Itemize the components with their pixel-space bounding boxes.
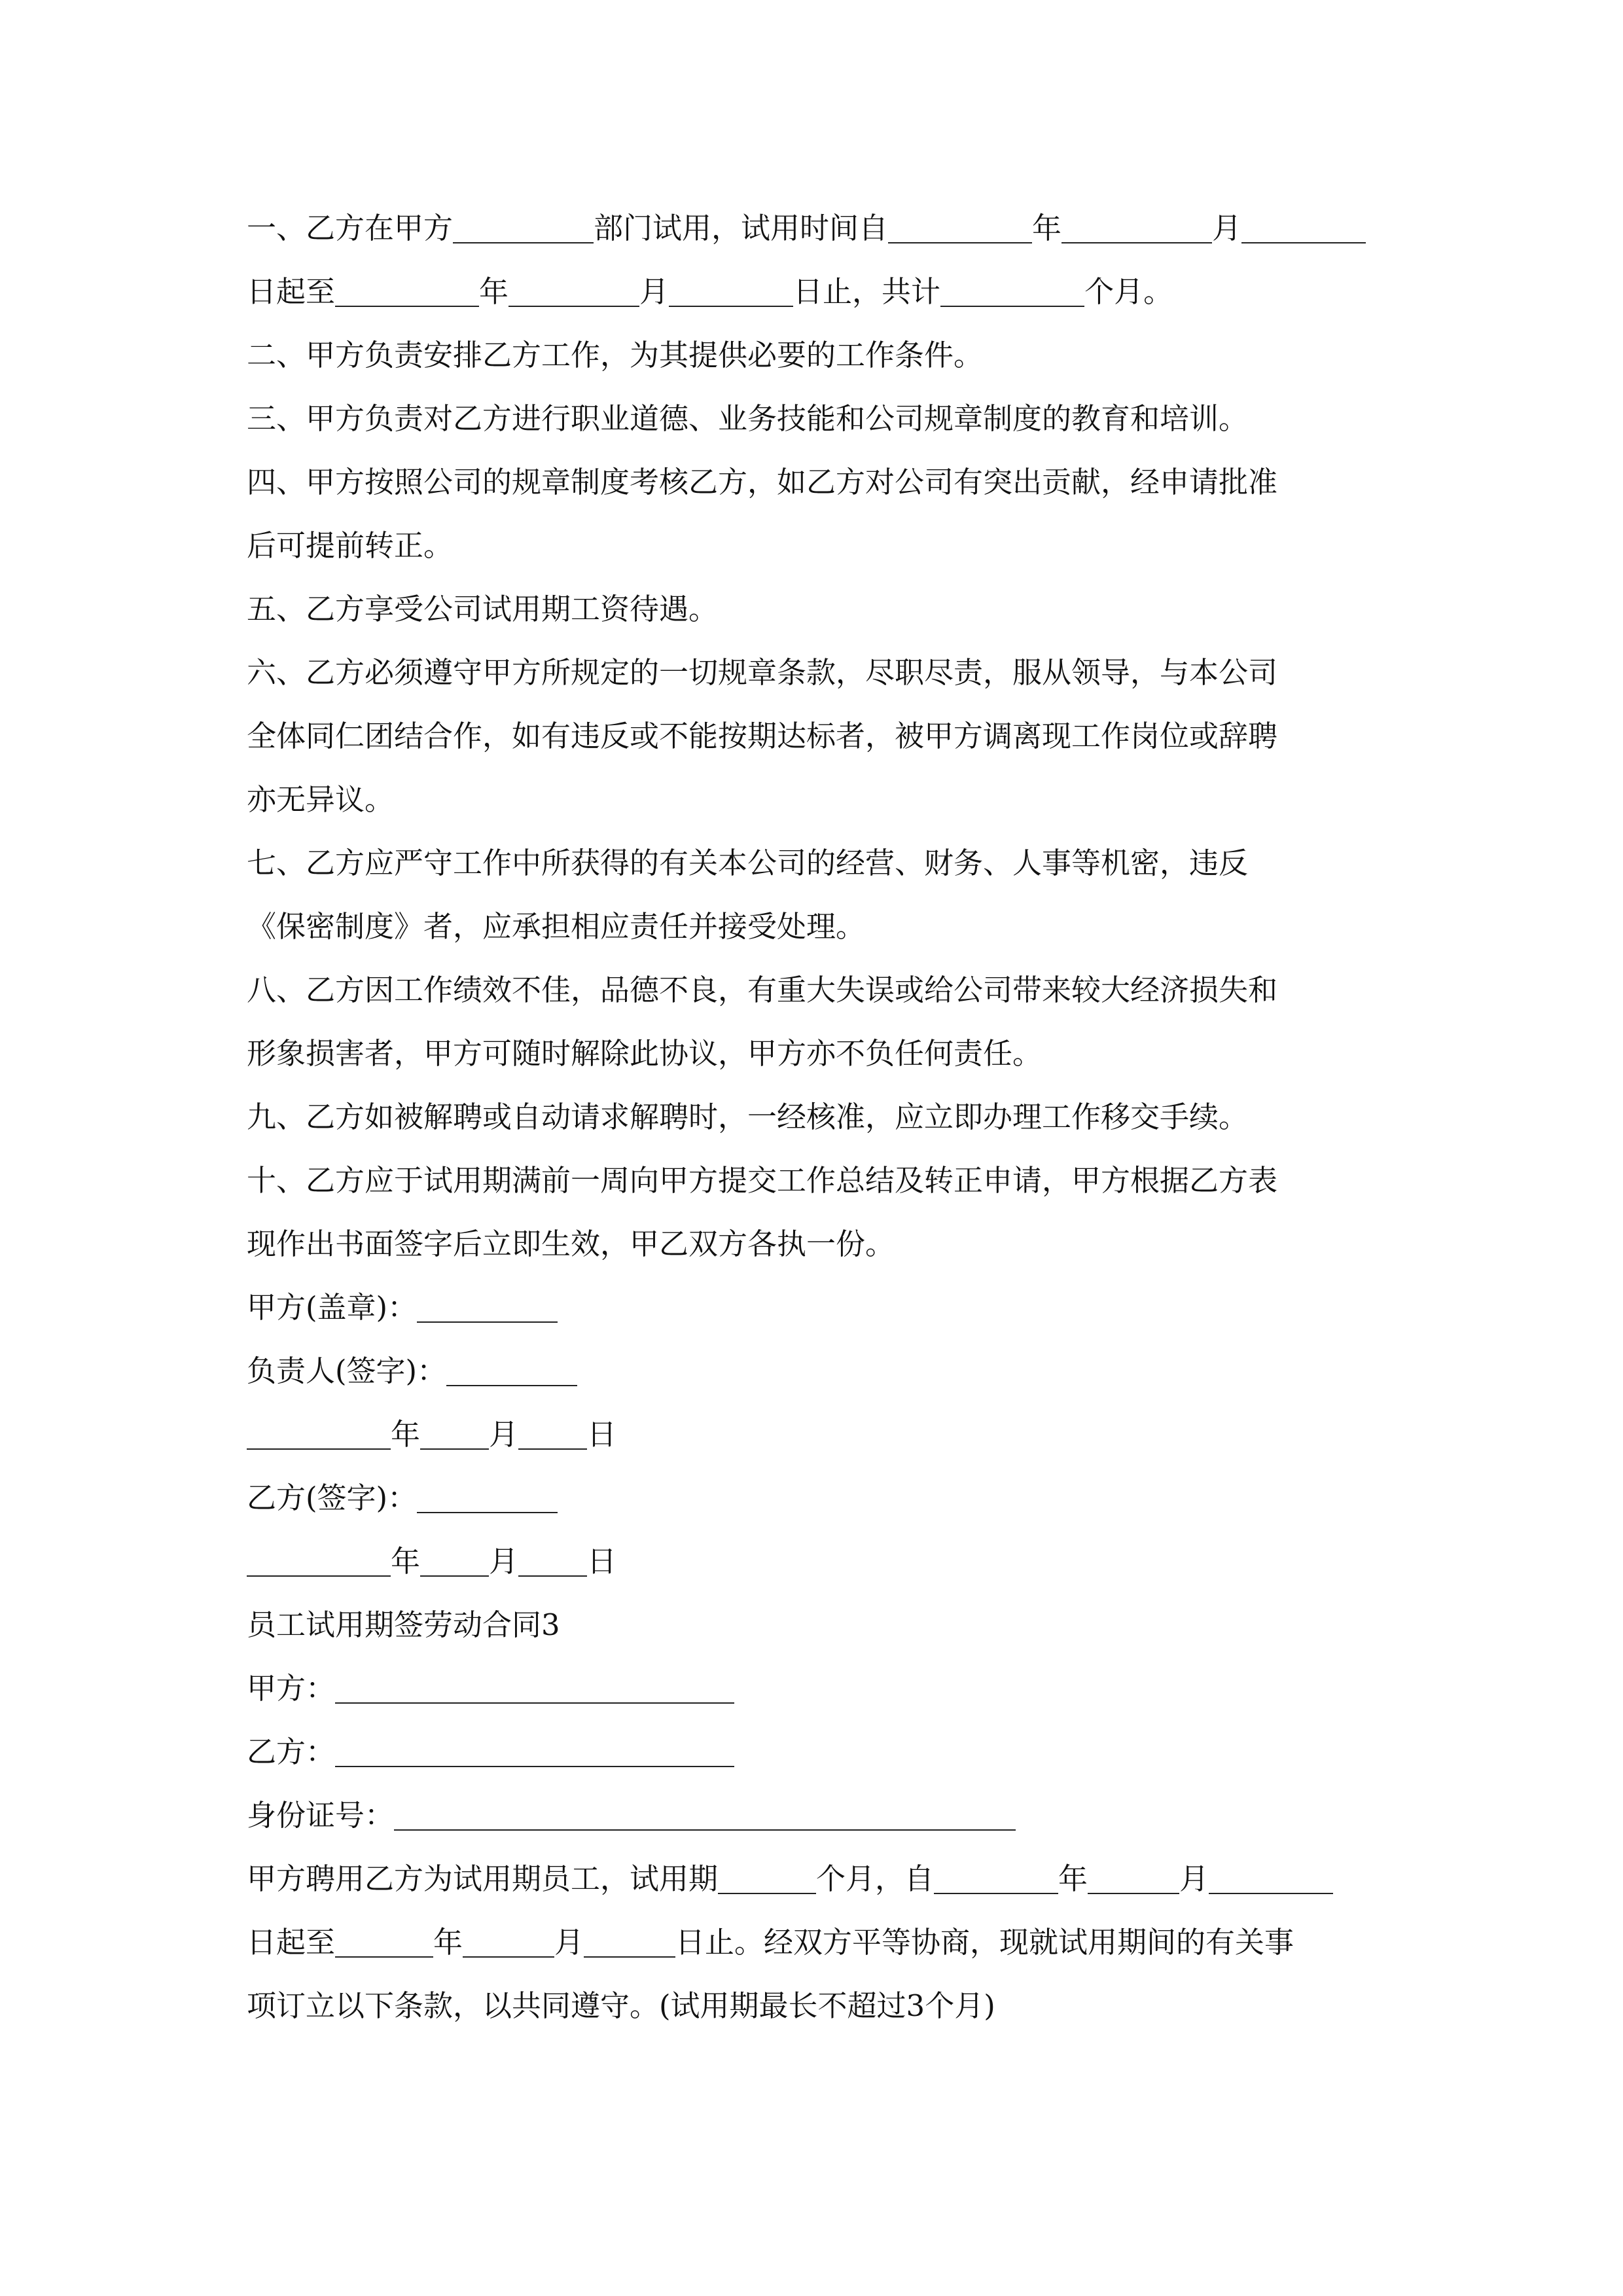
trial-months-blank	[718, 1864, 816, 1894]
trial-end-day-blank	[584, 1928, 675, 1958]
party-b-sign-line: 乙方(签字)：	[247, 1466, 1379, 1530]
clause-6-line-3: 亦无异议。	[247, 782, 395, 817]
party-b-day-blank	[518, 1547, 587, 1577]
end-year-blank	[335, 277, 479, 307]
start-year-blank	[888, 213, 1032, 243]
id-number-blank	[394, 1801, 1016, 1831]
trial-start-month-blank	[1088, 1864, 1179, 1894]
responsible-sign-line: 负责人(签字)：	[247, 1339, 1379, 1403]
clause-2: 二、甲方负责安排乙方工作，为其提供必要的工作条件。	[247, 338, 984, 372]
start-day-blank	[1241, 213, 1366, 243]
clause-8-line-2: 形象损害者，甲方可随时解除此协议，甲方亦不负任何责任。	[247, 1036, 1043, 1071]
party-a-month-blank	[420, 1420, 489, 1450]
party-a-day-blank	[518, 1420, 587, 1450]
department-blank	[453, 213, 594, 243]
clause-7-line-1: 七、乙方应严守工作中所获得的有关本公司的经营、财务、人事等机密，违反	[247, 846, 1249, 880]
end-month-blank	[508, 277, 639, 307]
clause-4-line-2: 后可提前转正。	[247, 528, 454, 563]
total-months-blank	[940, 277, 1084, 307]
clause-7-line-2: 《保密制度》者，应承担相应责任并接受处理。	[247, 909, 866, 944]
contract-3-party-a-blank	[335, 1674, 734, 1704]
contract-3-party-b: 乙方：	[247, 1720, 1379, 1784]
trial-start-day-blank	[1209, 1864, 1333, 1894]
party-a-seal-blank	[417, 1293, 558, 1323]
party-a-seal-line: 甲方(盖章)：	[247, 1276, 1379, 1339]
clause-6-line-1: 六、乙方必须遵守甲方所规定的一切规章条款，尽职尽责，服从领导，与本公司	[247, 655, 1278, 690]
trial-end-month-blank	[463, 1928, 554, 1958]
party-a-date-line: 年 月 日	[247, 1403, 1379, 1466]
contract-3-intro-line-1: 甲方聘用乙方为试用期员工，试用期 个月，自 年 月	[247, 1847, 1379, 1910]
trial-end-year-blank	[335, 1928, 433, 1958]
contract-3-id-number: 身份证号：	[247, 1784, 1379, 1847]
contract-3-party-b-blank	[335, 1737, 734, 1767]
start-month-blank	[1061, 213, 1212, 243]
clause-6-line-2: 全体同仁团结合作，如有违反或不能按期达标者，被甲方调离现工作岗位或辞聘	[247, 719, 1278, 753]
party-b-sign-blank	[417, 1483, 558, 1513]
party-b-month-blank	[420, 1547, 489, 1577]
contract-3-title: 员工试用期签劳动合同3	[247, 1607, 560, 1642]
clause-3: 三、甲方负责对乙方进行职业道德、业务技能和公司规章制度的教育和培训。	[247, 401, 1249, 436]
contract-3-intro-line-3: 项订立以下条款，以共同遵守。(试用期最长不超过3个月)	[247, 1988, 995, 2023]
clause-5: 五、乙方享受公司试用期工资待遇。	[247, 592, 719, 626]
party-a-year-blank	[247, 1420, 391, 1450]
clause-1-line-1: 一、乙方在甲方 部门试用，试用时间自 年 月	[247, 196, 1379, 260]
party-b-date-line: 年 月 日	[247, 1530, 1379, 1593]
clause-9: 九、乙方如被解聘或自动请求解聘时，一经核准，应立即办理工作移交手续。	[247, 1100, 1249, 1134]
clause-4-line-1: 四、甲方按照公司的规章制度考核乙方，如乙方对公司有突出贡献，经申请批准	[247, 465, 1278, 499]
end-day-blank	[669, 277, 793, 307]
clause-10-line-2: 现作出书面签字后立即生效，甲乙双方各执一份。	[247, 1227, 895, 1261]
clause-1-line-2: 日起至 年 月 日止，共计 个月。	[247, 274, 1173, 309]
party-b-year-blank	[247, 1547, 391, 1577]
contract-3-intro-line-2: 日起至 年 月 日止。经双方平等协商，现就试用期间的有关事	[247, 1925, 1294, 1960]
document-body	[247, 196, 1379, 2037]
trial-start-year-blank	[934, 1864, 1058, 1894]
responsible-sign-blank	[446, 1356, 577, 1386]
clause-8-line-1: 八、乙方因工作绩效不佳，品德不良，有重大失误或给公司带来较大经济损失和	[247, 973, 1278, 1007]
clause-10-line-1: 十、乙方应于试用期满前一周向甲方提交工作总结及转正申请，甲方根据乙方表	[247, 1163, 1278, 1198]
contract-3-party-a: 甲方：	[247, 1657, 1379, 1720]
